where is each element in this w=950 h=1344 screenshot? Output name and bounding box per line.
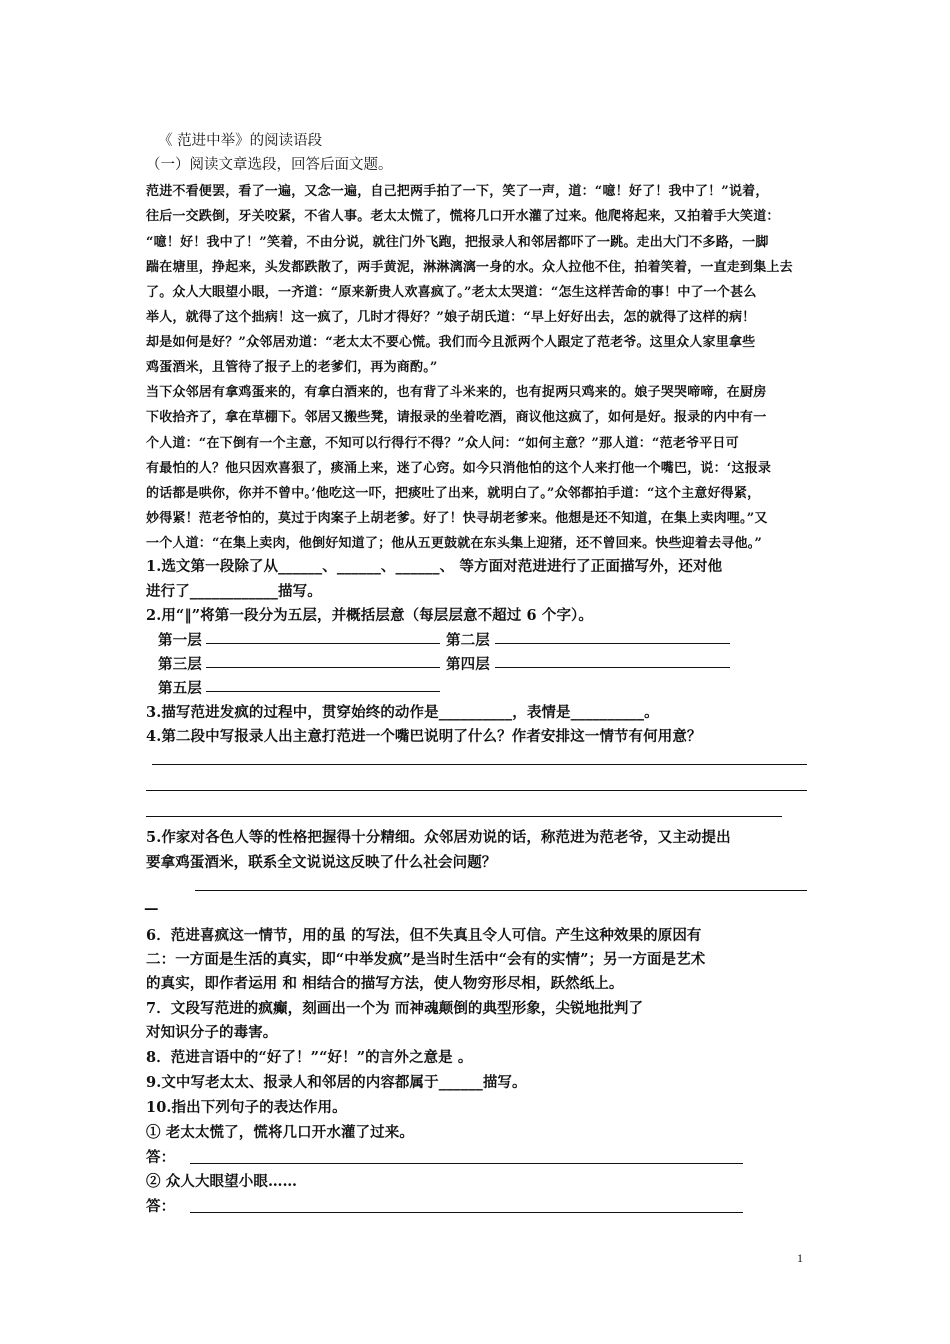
question-3: 3.描写范进发疯的过程中，贯穿始终的动作是__________，表情是__________。	[146, 704, 659, 721]
question-9: 9.文中写老太太、报录人和邻居的内容都属于______描写。	[146, 1074, 527, 1091]
page-number: 1	[797, 1251, 803, 1265]
question-5-answer-line[interactable]	[195, 890, 807, 891]
question-6-line-2: 二：一方面是生活的真实，即“中举发疯”是当时生活中“会有的实情”；另一方面是艺术	[146, 951, 706, 968]
passage-line: 一个人道：“在集上卖肉，他倒好知道了；他从五更鼓就在东头集上迎猪，还不曾回来。快些迎着去寻他。”	[146, 536, 763, 551]
question-7-line-1: 7．文段写范进的疯癫，刻画出一个为 而神魂颠倒的典型形象，尖锐地批判了	[146, 1000, 644, 1017]
layer-5-answer-line[interactable]	[206, 691, 440, 692]
passage-line: “噫！好！我中了！”笑着，不由分说，就往门外飞跑，把报录人和邻居都吓了一跳。走出大门不多路，一脚	[146, 235, 769, 250]
layer-5-label: 第五层	[158, 680, 202, 697]
question-5-line-1: 5.作家对各色人等的性格把握得十分精细。众邻居劝说的话，称范进为范老爷，又主动提出	[146, 829, 731, 846]
layer-1-label: 第一层	[158, 632, 202, 649]
passage-line: 举人，就得了这个拙病！这一疯了，几时才得好？”娘子胡氏道：“早上好好出去，怎的就得了这样的病！	[146, 310, 756, 325]
question-6-line-1: 6．范进喜疯这一情节，用的虽 的写法，但不失真且令人可信。产生这种效果的原因有	[146, 927, 702, 944]
answer-1-line[interactable]	[190, 1163, 743, 1164]
passage-line: 妙得紧！范老爷怕的，莫过于肉案子上胡老爹。好了！快寻胡老爹来。他想是还不知道，在集上卖肉哩。”又	[146, 511, 768, 526]
passage-line: 鸡蛋酒米，且管待了报子上的老爹们，再为商酌。”	[146, 360, 438, 375]
question-4-answer-line[interactable]	[152, 764, 807, 765]
document-title: 《 范进中举》的阅读语段	[158, 133, 323, 149]
question-1-line-1: 1.选文第一段除了从______、______、______、 等方面对范进进行了正面描写外，还对他	[146, 558, 723, 575]
layer-2-label: 第二层	[446, 632, 490, 649]
answer-1-label: 答：	[146, 1149, 176, 1166]
passage-line: 下收拾齐了，拿在草棚下。邻居又搬些凳，请报录的坐着吃酒，商议他这疯了，如何是好。报录的内中有一	[146, 410, 767, 425]
passage-line: 个人道：“在下倒有一个主意，不知可以行得行不得？”众人问：“如何主意？”那人道：“范老爷平日可	[146, 436, 739, 451]
question-7-line-2: 对知识分子的毒害。	[146, 1024, 278, 1041]
passage-line: 的话都是哄你，你并不曾中。’他吃这一吓，把痰吐了出来，就明白了。”众邻都拍手道：“这个主意好得紧，	[146, 486, 761, 501]
layer-4-answer-line[interactable]	[495, 667, 730, 668]
question-4-answer-line[interactable]	[146, 790, 807, 791]
layer-3-label: 第三层	[158, 656, 202, 673]
question-5-line-2: 要拿鸡蛋酒米，联系全文说说这反映了什么社会问题？	[146, 854, 497, 871]
passage-line: 了。众人大眼望小眼，一齐道：“原来新贵人欢喜疯了。”老太太哭道：“怎生这样苦命的事！中了一个甚么	[146, 285, 757, 300]
sentence-1: ① 老太太慌了，慌将几口开水灌了过来。	[146, 1124, 414, 1141]
question-1-line-2: 进行了____________描写。	[146, 583, 322, 600]
question-4-answer-line[interactable]	[146, 816, 782, 817]
answer-2-label: 答：	[146, 1198, 176, 1215]
passage-line: 往后一交跌倒，牙关咬紧，不省人事。老太太慌了，慌将几口开水灌了过来。他爬将起来，又拍着手大笑道：	[146, 209, 780, 224]
passage-line: 有最怕的人？他只因欢喜狠了，痰涌上来，迷了心窍。如今只消他怕的这个人来打他一个嘴巴，说：‘这报录	[146, 461, 772, 476]
question-5-answer-dash: —	[144, 900, 159, 917]
sentence-2: ② 众人大眼望小眼……	[146, 1173, 298, 1190]
answer-2-line[interactable]	[190, 1212, 743, 1213]
section-heading: （一）阅读文章选段，回答后面文题。	[146, 157, 393, 173]
passage-line: 踹在塘里，挣起来，头发都跌散了，两手黄泥，淋淋漓漓一身的水。众人拉他不住，拍着笑着，一直走到集上去	[146, 260, 793, 275]
passage-line: 范进不看便罢，看了一遍，又念一遍，自己把两手拍了一下，笑了一声，道：“噫！好了！我中了！”说着，	[146, 184, 769, 199]
question-8: 8．范进言语中的“好了！”“好！”的言外之意是 。	[146, 1049, 473, 1066]
layer-1-answer-line[interactable]	[206, 643, 440, 644]
question-6-line-3: 的真实，即作者运用 和 相结合的描写方法，使人物穷形尽相，跃然纸上。	[146, 975, 624, 992]
passage-line: 却是如何是好？”众邻居劝道：“老太太不要心慌。我们而今且派两个人跟定了范老爷。这里众人家里拿些	[146, 335, 756, 350]
question-4: 4.第二段中写报录人出主意打范进一个嘴巴说明了什么？作者安排这一情节有何用意？	[146, 728, 702, 745]
layer-2-answer-line[interactable]	[495, 643, 730, 644]
passage-line: 当下众邻居有拿鸡蛋来的，有拿白酒来的，也有背了斗米来的，也有捉两只鸡来的。娘子哭哭啼啼，在厨房	[146, 385, 767, 400]
question-10: 10.指出下列句子的表达作用。	[146, 1099, 347, 1116]
layer-3-answer-line[interactable]	[206, 667, 440, 668]
layer-4-label: 第四层	[446, 656, 490, 673]
question-2: 2.用“‖”将第一段分为五层，并概括层意（每层层意不超过 6 个字）。	[146, 607, 594, 624]
